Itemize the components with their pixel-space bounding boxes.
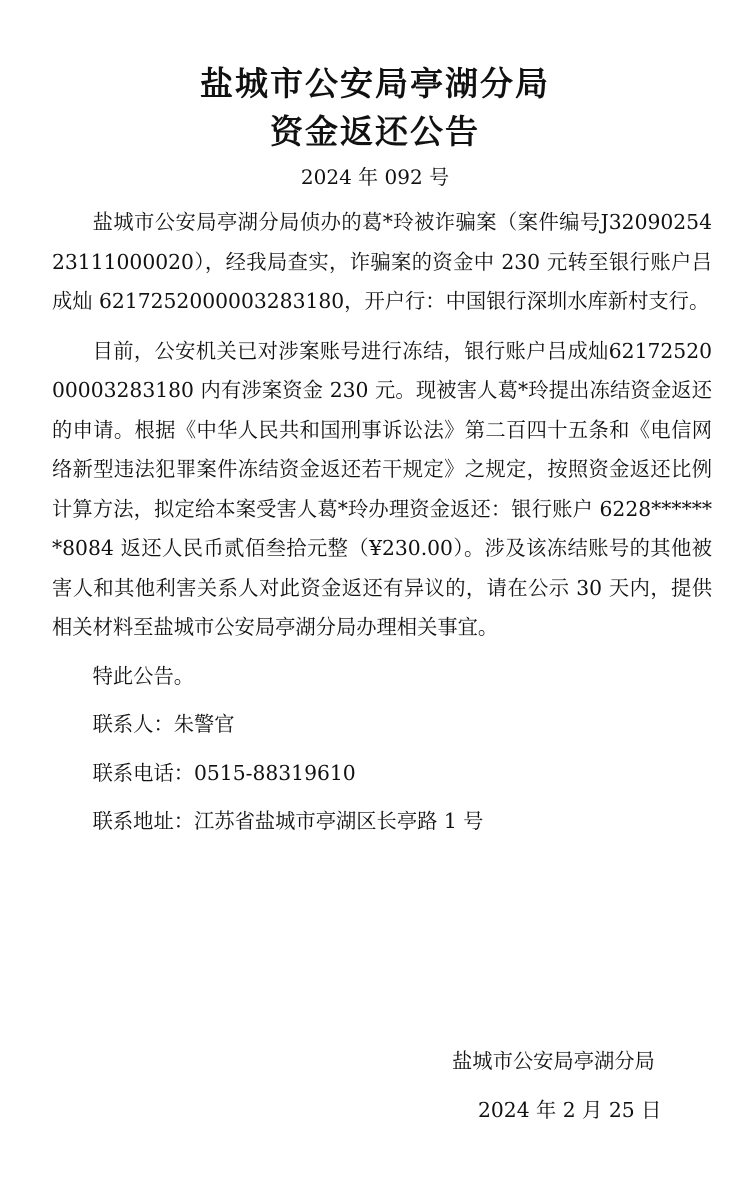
signature-date: 2024 年 2 月 25 日 xyxy=(478,1098,662,1122)
notice-body xyxy=(52,203,712,842)
special-notice: 特此公告。 xyxy=(92,663,195,688)
notice-title-issuer: 盐城市公安局亭湖分局 xyxy=(200,64,550,103)
refund-paragraph: 目前，公安机关已对涉案账号进行冻结，银行账户吕成灿6217252000003283180 内有涉案资金 230 元。现被害人葛*玲提出冻结资金返还的申请。根据《中华人民共和国刑事诉讼法》第二百四十五条和《电信网络新型违法犯罪案件冻结资金返还若干规定》之规定，按照资金返还比例计算方法，拟定给本案受害人葛*玲办理资金返还：银行账户 6228*******8084 返还人民币贰佰叁拾元整（¥230.00）。涉及该冻结账号的其他被害人和其他利害关系人对此资金返还有异议的，请在公示 30 天内，提供相关材料至盐城市公安局亭湖分局办理相关事宜。 xyxy=(52,338,712,639)
contact-phone: 联系电话：0515-88319610 xyxy=(92,760,356,785)
signature-organization: 盐城市公安局亭湖分局 xyxy=(452,1049,655,1073)
contact-person: 联系人：朱警官 xyxy=(92,712,235,736)
contact-address: 联系地址：江苏省盐城市亭湖区长亭路 1 号 xyxy=(92,809,484,833)
notice-title-subject: 资金返还公告 xyxy=(270,112,480,151)
document-number: 2024 年 092 号 xyxy=(300,165,450,189)
case-paragraph: 盐城市公安局亭湖分局侦办的葛*玲被诈骗案（案件编号J3209025423111000020），经我局查实，诈骗案的资金中 230 元转至银行账户吕成灿 6217252000003283180，开户行：中国银行深圳水库新村支行。 xyxy=(52,210,712,313)
